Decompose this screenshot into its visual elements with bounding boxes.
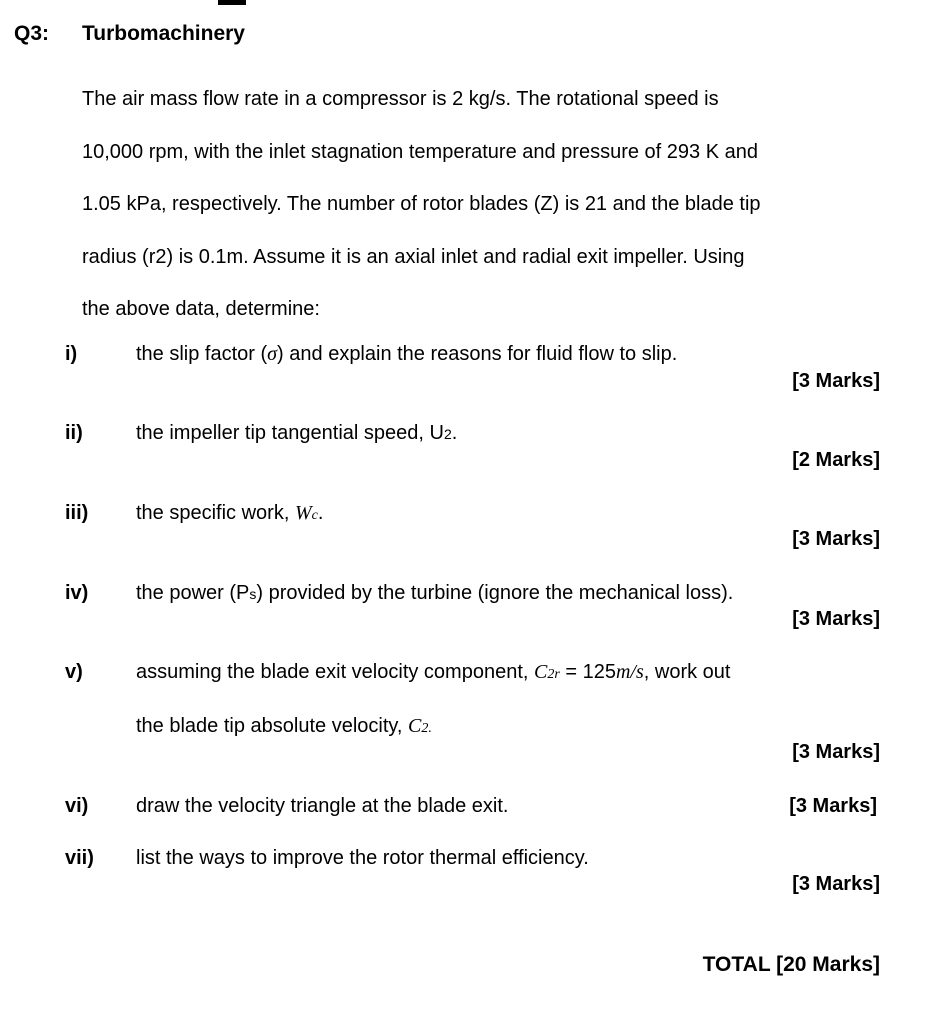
- item-text-iv: [136, 582, 733, 605]
- item-number-vi: vi): [65, 795, 89, 817]
- item-text-vi: draw the velocity triangle at the blade exit.: [136, 795, 509, 817]
- item-text-part: the slip factor (: [136, 343, 268, 365]
- total-marks: TOTAL [20 Marks]: [702, 953, 880, 976]
- question-title: Turbomachinery: [82, 22, 245, 45]
- top-edge-mark: [218, 0, 246, 5]
- item-text-part: the specific work,: [136, 502, 295, 524]
- item-number-iii: iii): [65, 502, 89, 524]
- marks-iv: [3 Marks]: [792, 608, 880, 630]
- marks-v: [3 Marks]: [792, 741, 880, 763]
- sigma-symbol: σ: [267, 343, 278, 365]
- velocity-symbol: C: [408, 715, 422, 737]
- marks-iii: [3 Marks]: [792, 528, 880, 550]
- item-text-part: ) and explain the reasons for fluid flow to slip.: [277, 343, 678, 365]
- item-text-part: the impeller tip tangential speed, U: [136, 422, 444, 444]
- item-text-vii: list the ways to improve the rotor thermal efficiency.: [136, 847, 589, 869]
- item-text-iii: [136, 502, 323, 525]
- item-number-vii: vii): [65, 847, 94, 869]
- item-text-part: the blade tip absolute velocity,: [136, 715, 409, 737]
- item-number-i: i): [65, 343, 78, 365]
- intro-line: The air mass flow rate in a compressor is 2 kg/s. The rotational speed is: [82, 88, 719, 110]
- unit: m/s: [615, 661, 644, 683]
- work-symbol: W: [294, 502, 312, 524]
- item-text-part: , work out: [643, 661, 731, 683]
- subscript: s: [249, 586, 257, 602]
- item-text-part: assuming the blade exit velocity component,: [136, 661, 534, 683]
- marks-i: [3 Marks]: [792, 370, 880, 392]
- marks-ii: [2 Marks]: [792, 449, 880, 471]
- item-text-ii: [136, 422, 457, 445]
- velocity-symbol: C: [534, 661, 548, 683]
- intro-line: the above data, determine:: [82, 298, 320, 321]
- item-text-part: = 125: [559, 661, 616, 683]
- marks-vii: [3 Marks]: [792, 873, 880, 895]
- intro-line: 1.05 kPa, respectively. The number of rotor blades (Z) is 21 and the blade tip: [82, 193, 761, 216]
- subscript: 2r: [547, 667, 560, 682]
- question-intro: [82, 73, 882, 336]
- item-text-part: ) provided by the turbine (ignore the mechanical loss).: [256, 582, 734, 604]
- intro-line: radius (r2) is 0.1m. Assume it is an axial inlet and radial exit impeller. Using: [82, 245, 745, 268]
- item-text-v-line2: [136, 715, 432, 738]
- item-text-i: [136, 343, 677, 366]
- marks-vi: [3 Marks]: [789, 795, 877, 817]
- item-number-v: v): [65, 661, 83, 683]
- item-number-iv: iv): [65, 582, 89, 604]
- subscript: 2: [443, 426, 452, 442]
- item-text-part: .: [317, 502, 324, 524]
- item-number-ii: ii): [65, 422, 83, 444]
- intro-line: 10,000 rpm, with the inlet stagnation temperature and pressure of 293 K and: [82, 140, 758, 163]
- question-number: Q3:: [14, 22, 50, 45]
- subscript: c: [311, 508, 318, 523]
- item-text-v-line1: [136, 661, 730, 684]
- item-text-part: the power (P: [136, 582, 250, 604]
- item-text-part: .: [451, 422, 458, 444]
- subscript: 2.: [421, 721, 432, 736]
